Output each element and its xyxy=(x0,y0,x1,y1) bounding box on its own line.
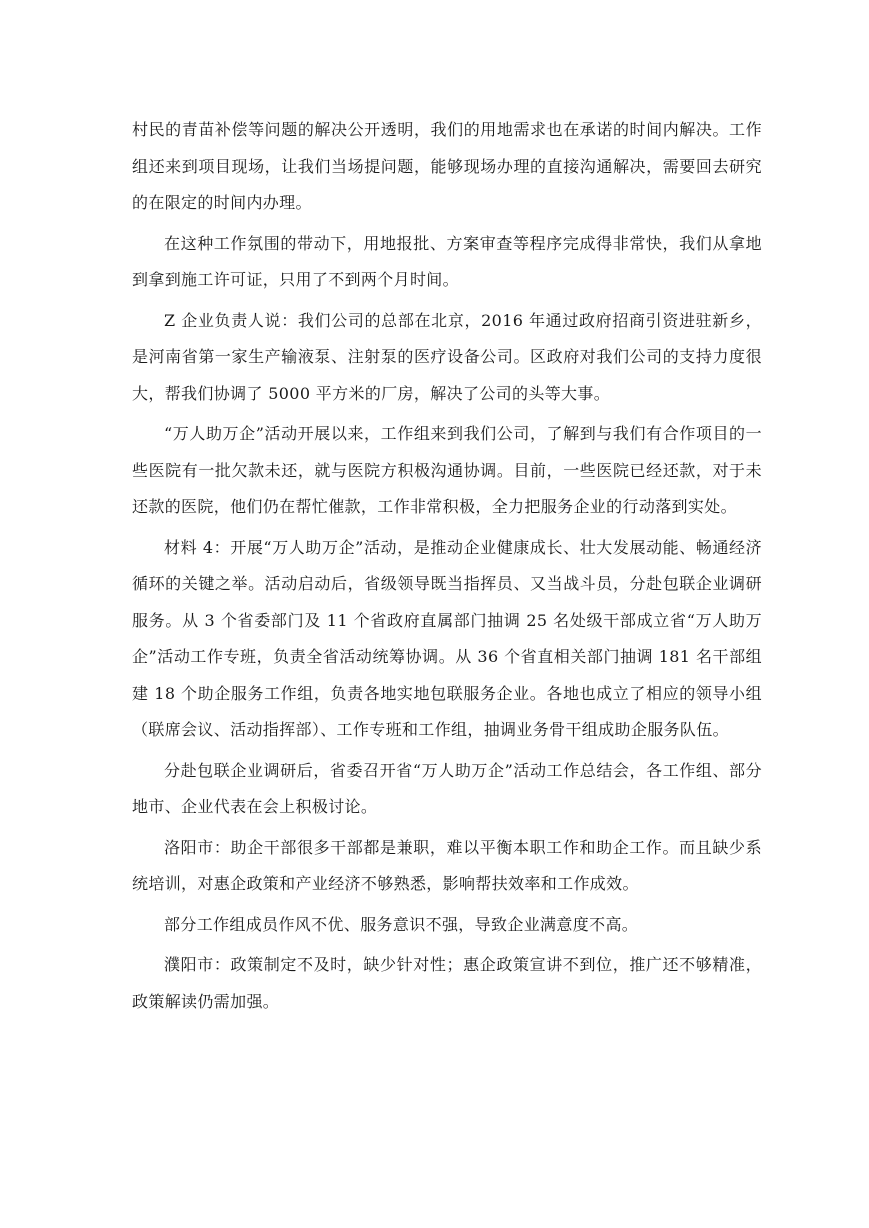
paragraph-5: 材料 4：开展“万人助万企”活动，是推动企业健康成长、壮大发展动能、畅通经济循环的关键之举。活动启动后，省级领导既当指挥员、又当战斗员，分赴包联企业调研服务。从 3 个省委部门及 11 个省政府直属部门抽调 25 名处级干部成立省“万人助万企”活动工作专班，负责全省活动统筹协调。从 36 个省直相关部门抽调 181 名干部组建 18 个助企服务工作组，负责各地实地包联服务企业。各地也成立了相应的领导小组（联席会议、活动指挥部）、工作专班和工作组，抽调业务骨干组成助企服务队伍。 xyxy=(132,537,762,739)
paragraph-3: Z 企业负责人说：我们公司的总部在北京，2016 年通过政府招商引资进驻新乡，是河南省第一家生产输液泵、注射泵的医疗设备公司。区政府对我们公司的支持力度很大，帮我们协调了 5000 平方米的厂房，解决了公司的头等大事。 xyxy=(132,310,762,403)
paragraph-2: 在这种工作氛围的带动下，用地报批、方案审查等程序完成得非常快，我们从拿地到拿到施工许可证，只用了不到两个月时间。 xyxy=(132,233,762,289)
paragraph-9: 濮阳市：政策制定不及时，缺少针对性；惠企政策宣讲不到位，推广还不够精准，政策解读仍需加强。 xyxy=(132,955,762,1011)
paragraph-6: 分赴包联企业调研后，省委召开省“万人助万企”活动工作总结会，各工作组、部分地市、企业代表在会上积极讨论。 xyxy=(132,760,762,816)
paragraph-4: “万人助万企”活动开展以来，工作组来到我们公司，了解到与我们有合作项目的一些医院有一批欠款未还，就与医院方积极沟通协调。目前，一些医院已经还款，对于未还款的医院，他们仍在帮忙催款，工作非常积极，全力把服务企业的行动落到实处。 xyxy=(132,424,762,516)
document-body xyxy=(132,112,762,1024)
paragraph-8: 部分工作组成员作风不优、服务意识不强，导致企业满意度不高。 xyxy=(164,914,639,934)
paragraph-7: 洛阳市：助企干部很多干部都是兼职，难以平衡本职工作和助企工作。而且缺少系统培训，对惠企政策和产业经济不够熟悉，影响帮扶效率和工作成效。 xyxy=(132,837,762,893)
paragraph-1: 村民的青苗补偿等问题的解决公开透明，我们的用地需求也在承诺的时间内解决。工作组还来到项目现场，让我们当场提问题，能够现场办理的直接沟通解决，需要回去研究的在限定的时间内办理。 xyxy=(132,120,762,212)
